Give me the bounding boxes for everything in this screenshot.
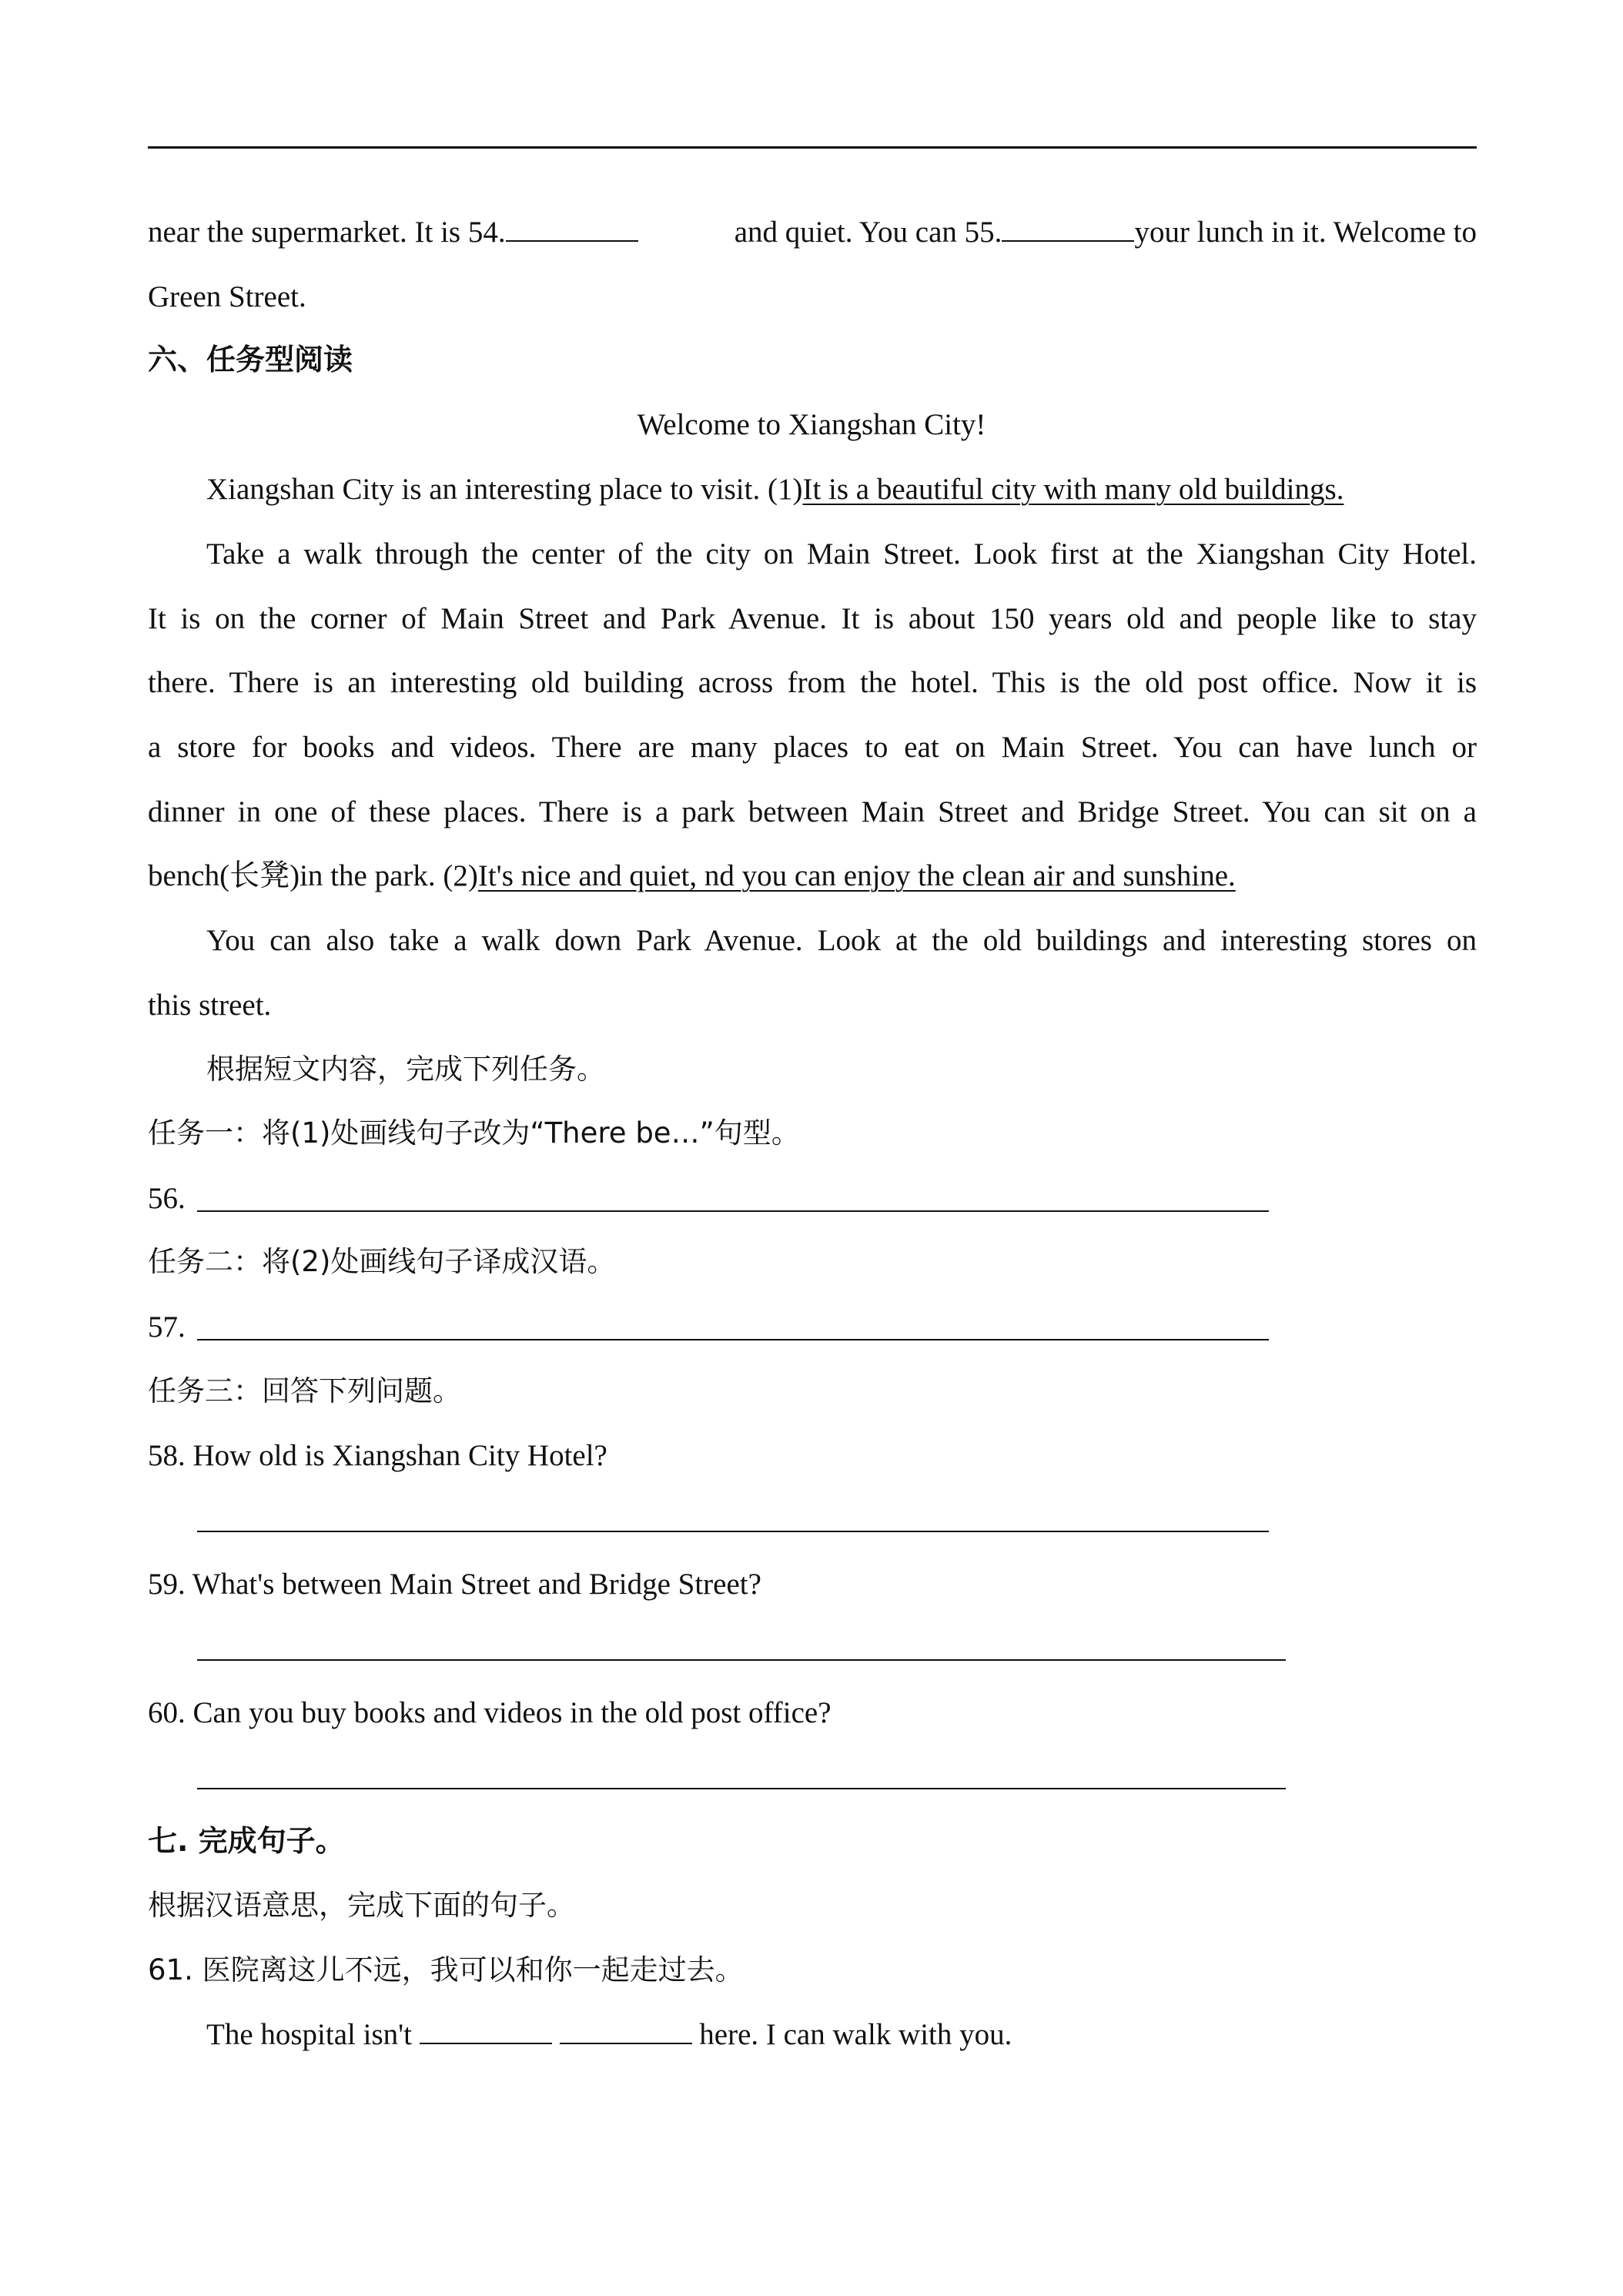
q59-question: 59. What's between Main Street and Bridge Street? (148, 1568, 761, 1601)
task-instruction: 根据短文内容，完成下列任务。 (206, 1053, 605, 1086)
q61-blank-1[interactable] (420, 2020, 552, 2044)
task1-label: 任务一：将(1)处画线句子改为“There be…”句型。 (148, 1116, 800, 1150)
cloze-line-1 (148, 217, 1477, 247)
underlined-sentence-2: It's nice and quiet, nd you can enjoy the clean air and sunshine. (477, 859, 1236, 892)
q56-number: 56. (148, 1182, 186, 1215)
passage-p3-line-2: this street. (148, 989, 272, 1022)
q56-answer-line[interactable] (197, 1210, 1269, 1212)
passage-title: Welcome to Xiangshan City! (637, 408, 986, 441)
q61-english: The hospital isn't here. I can walk with you. (206, 2018, 1012, 2051)
task3-label: 任务三：回答下列问题。 (148, 1374, 461, 1407)
section6-heading: 六、任务型阅读 (148, 343, 353, 377)
blank-55[interactable] (1002, 217, 1134, 242)
q58-question: 58. How old is Xiangshan City Hotel? (148, 1439, 607, 1472)
underlined-sentence-1: It is a beautiful city with many old buildings. (802, 473, 1344, 506)
passage-p2-line-2: It is on the corner of Main Street and Park Avenue. It is about 150 years old and people like to stay (148, 602, 1477, 635)
passage-p1: Xiangshan City is an interesting place to visit. (1)It is a beautiful city with many old buildings. (206, 473, 1344, 506)
q60-question: 60. Can you buy books and videos in the old post office? (148, 1696, 832, 1729)
cloze-text-b: and quiet. You can 55. your lunch in it. Welcome to (734, 216, 1477, 249)
q61-chinese: 61. 医院离这儿不远，我可以和你一起走过去。 (148, 1953, 744, 1986)
q61-blank-2[interactable] (560, 2020, 692, 2044)
q57-answer-line[interactable] (197, 1339, 1269, 1340)
cloze-line-2: Green Street. (148, 280, 306, 313)
top-answer-line (148, 146, 1477, 149)
cloze-text-a: near the supermarket. It is 54. (148, 217, 638, 247)
section7-heading: 七. 完成句子。 (148, 1824, 345, 1858)
passage-p2-line-6: bench(长凳)in the park. (2)It's nice and quiet, nd you can enjoy the clean air and sunshine. (148, 859, 1236, 892)
passage-p3-line-1: You can also take a walk down Park Avenue. Look at the old buildings and interesting stores on (206, 924, 1477, 957)
q57-number: 57. (148, 1310, 186, 1344)
passage-p2-line-3: there. There is an interesting old building across from the hotel. This is the old post office. Now it is (148, 666, 1477, 699)
q60-answer-line[interactable] (197, 1788, 1286, 1789)
passage-p2-line-1: Take a walk through the center of the city on Main Street. Look first at the Xiangshan City Hotel. (206, 537, 1477, 571)
q58-answer-line[interactable] (197, 1531, 1269, 1532)
section7-instruction: 根据汉语意思，完成下面的句子。 (148, 1889, 575, 1922)
q59-answer-line[interactable] (197, 1659, 1286, 1661)
blank-54[interactable] (506, 217, 638, 242)
passage-p2-line-5: dinner in one of these places. There is a park between Main Street and Bridge Street. You can sit on a (148, 795, 1477, 828)
task2-label: 任务二：将(2)处画线句子译成汉语。 (148, 1245, 616, 1278)
passage-p2-line-4: a store for books and videos. There are many places to eat on Main Street. You can have lunch or (148, 731, 1477, 764)
